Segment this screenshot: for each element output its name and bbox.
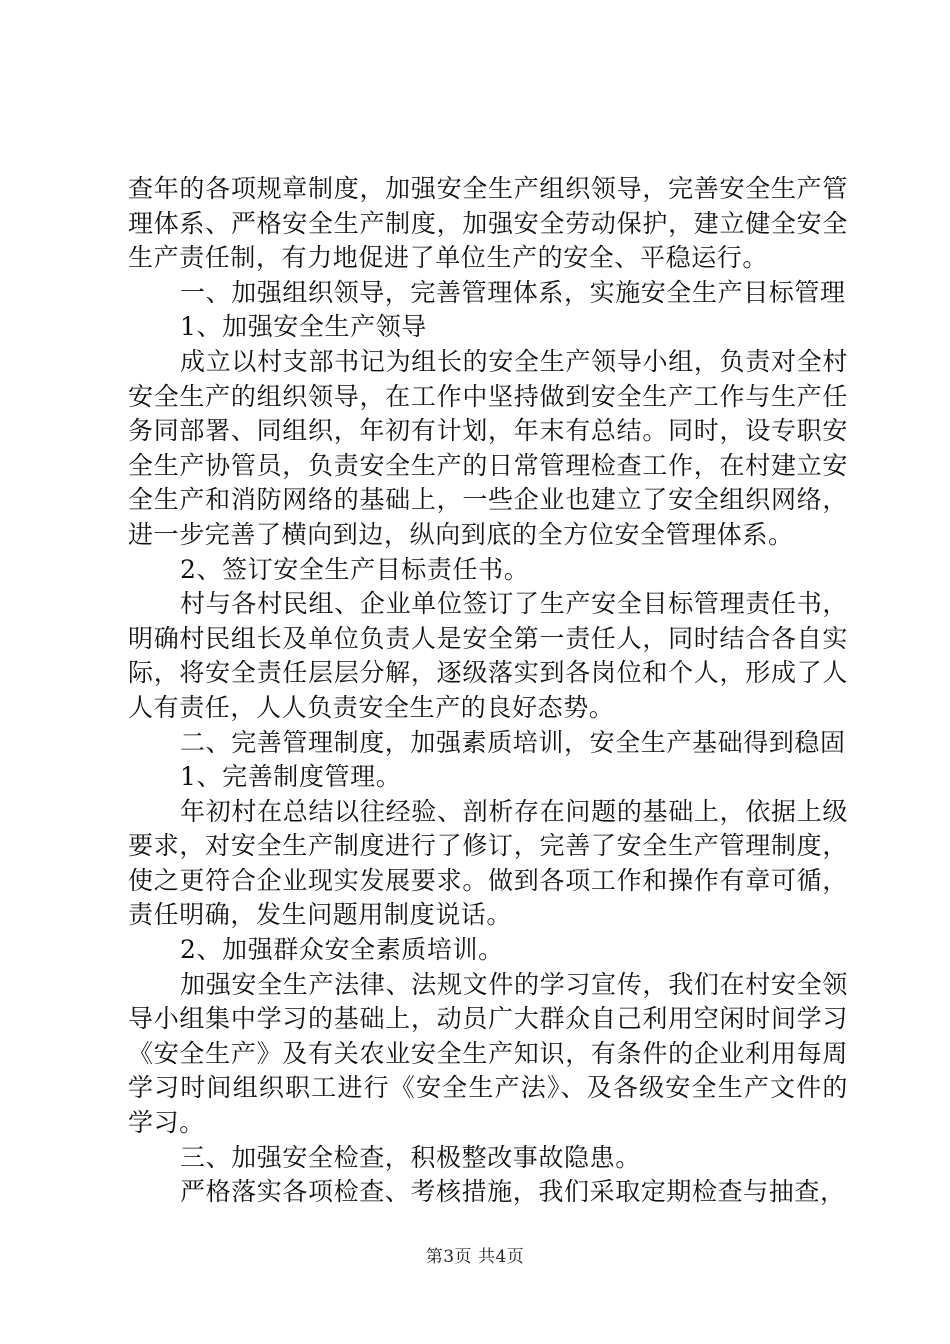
subsection-heading: 2、加强群众安全素质培训。 (180, 935, 504, 965)
paragraph: 查年的各项规章制度，加强安全生产组织领导，完善安全生产管理体系、严格安全生产制度，加强安全劳动保护，建立健全安全生产责任制，有力地促进了单位生产的安全、平稳运行。 (128, 174, 848, 273)
paragraph: 加强安全生产法律、法规文件的学习宣传，我们在村安全领导小组集中学习的基础上，动员广大群众自己利用空闲时间学习《安全生产》及有关农业安全生产知识，有条件的企业利用每周学习时间组织职工进行《安全生产法》、及各级安全生产文件的学习。 (128, 969, 848, 1138)
paragraph: 严格落实各项检查、考核措施，我们采取定期检查与抽查， (180, 1177, 846, 1207)
document-body (128, 172, 848, 1210)
subsection-heading: 1、加强安全生产领导 (180, 312, 427, 342)
paragraph: 村与各村民组、企业单位签订了生产安全目标管理责任书，明确村民组长及单位负责人是安全第一责任人，同时结合各自实际，将安全责任层层分解，逐级落实到各岗位和个人，形成了人人有责任，人人负责安全生产的良好态势。 (128, 589, 848, 722)
section-heading: 三、加强安全检查，积极整改事故隐患。 (180, 1142, 641, 1172)
section-heading: 二、完善管理制度，加强素质培训，安全生产基础得到稳固 (180, 727, 846, 757)
section-heading: 一、加强组织领导，完善管理体系，实施安全生产目标管理 (180, 277, 846, 307)
subsection-heading: 2、签订安全生产目标责任书。 (180, 554, 530, 584)
page-footer: 第3页 共4页 (425, 1247, 525, 1267)
paragraph: 成立以村支部书记为组长的安全生产领导小组，负责对全村安全生产的组织领导，在工作中坚持做到安全生产工作与生产任务同部署、同组织，年初有计划，年末有总结。同时，设专职安全生产协管员，负责安全生产的日常管理检查工作，在村建立安全生产和消防网络的基础上，一些企业也建立了安全组织网络，进一步完善了横向到边，纵向到底的全方位安全管理体系。 (128, 346, 848, 549)
paragraph: 年初村在总结以往经验、剖析存在问题的基础上，依据上级要求，对安全生产制度进行了修订，完善了安全生产管理制度，使之更符合企业现实发展要求。做到各项工作和操作有章可循，责任明确，发生问题用制度说话。 (128, 796, 848, 930)
subsection-heading: 1、完善制度管理。 (180, 762, 402, 792)
